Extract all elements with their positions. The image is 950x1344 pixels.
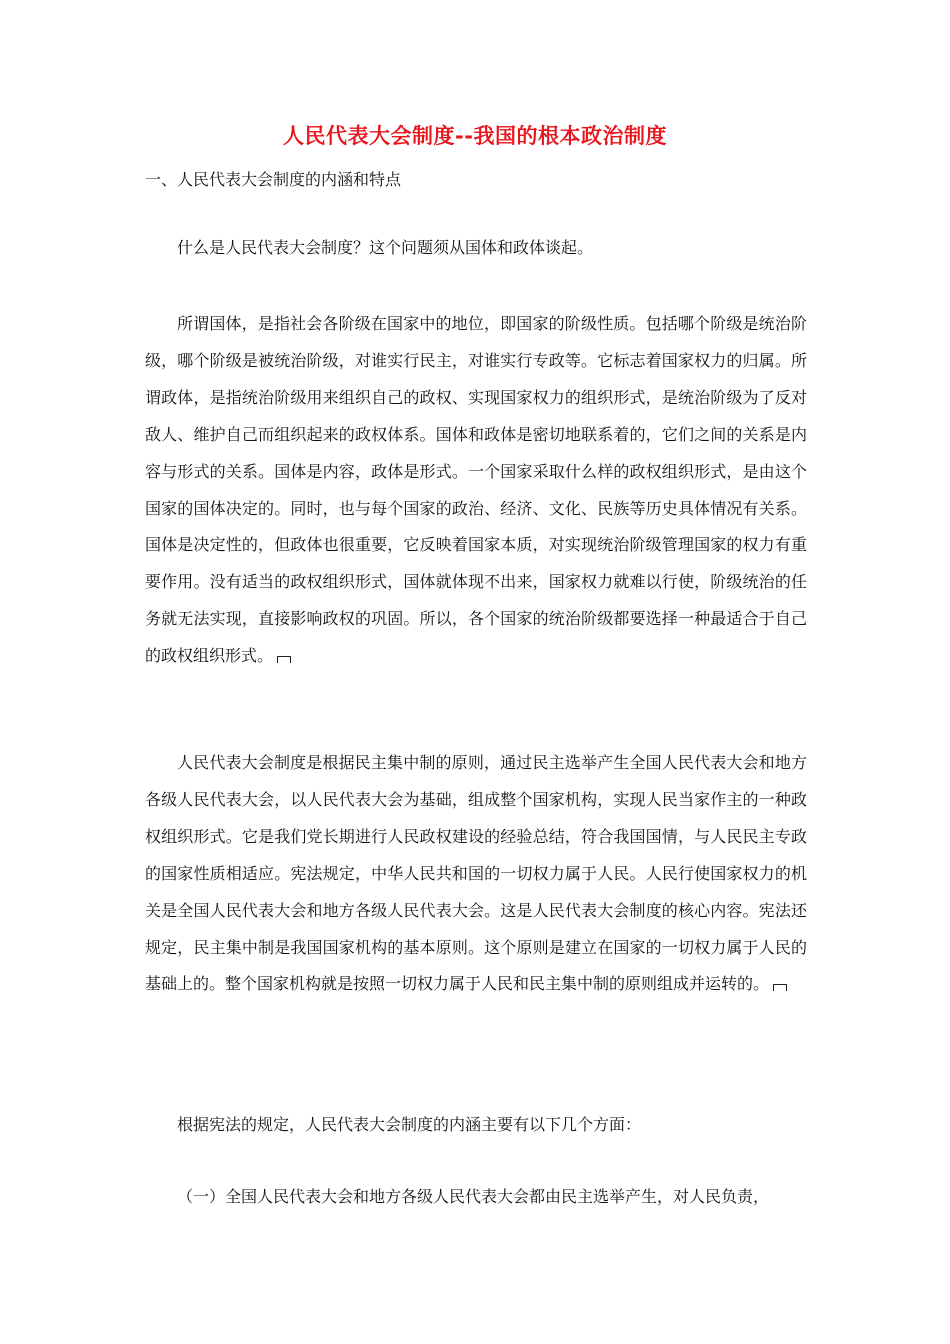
document-title: 人民代表大会制度--我国的根本政治制度 xyxy=(283,124,667,148)
paragraph-intro-question: 什么是人民代表大会制度？这个问题须从国体和政体谈起。 xyxy=(177,238,594,257)
paragraph-constitution-intro: 根据宪法的规定，人民代表大会制度的内涵主要有以下几个方面： xyxy=(177,1115,642,1134)
paragraph-end-mark-icon xyxy=(277,656,291,663)
section-heading: 一、人民代表大会制度的内涵和特点 xyxy=(145,170,402,189)
paragraph-npc-system: 人民代表大会制度是根据民主集中制的原则，通过民主选举产生全国人民代表大会和地方各级人民代表大会，以人民代表大会为基础，组成整个国家机构，实现人民当家作主的一种政权组织形式。它是我们党长期进行人民政权建设的经验总结，符合我国国情，与人民民主专政的国家性质相适应。宪法规定，中华人民共和国的一切权力属于人民。人民行使国家权力的机关是全国人民代表大会和地方各级人民代表大会。这是人民代表大会制度的核心内容。宪法还规定，民主集中制是我国国家机构的基本原则。这个原则是建立在国家的一切权力属于人民的基础上的。整个国家机构就是按照一切权力属于人民和民主集中制的原则组成并运转的。 xyxy=(145,753,807,994)
paragraph-point-one: （一）全国人民代表大会和地方各级人民代表大会都由民主选举产生，对人民负责， xyxy=(177,1187,770,1206)
paragraph-guoti-zhengti: 所谓国体，是指社会各阶级在国家中的地位，即国家的阶级性质。包括哪个阶级是统治阶级，哪个阶级是被统治阶级，对谁实行民主，对谁实行专政等。它标志着国家权力的归属。所谓政体，是指统治阶级用来组织自己的政权、实现国家权力的组织形式，是统治阶级为了反对敌人、维护自己而组织起来的政权体系。国体和政体是密切地联系着的，它们之间的关系是内容与形式的关系。国体是内容，政体是形式。一个国家采取什么样的政权组织形式，是由这个国家的国体决定的。同时，也与每个国家的政治、经济、文化、民族等历史具体情况有关系。国体是决定性的，但政体也很重要，它反映着国家本质，对实现统治阶级管理国家的权力有重要作用。没有适当的政权组织形式，国体就体现不出来，国家权力就难以行使，阶级统治的任务就无法实现，直接影响政权的巩固。所以，各个国家的统治阶级都要选择一种最适合于自己的政权组织形式。 xyxy=(145,314,807,666)
paragraph-end-mark-icon xyxy=(773,984,787,991)
